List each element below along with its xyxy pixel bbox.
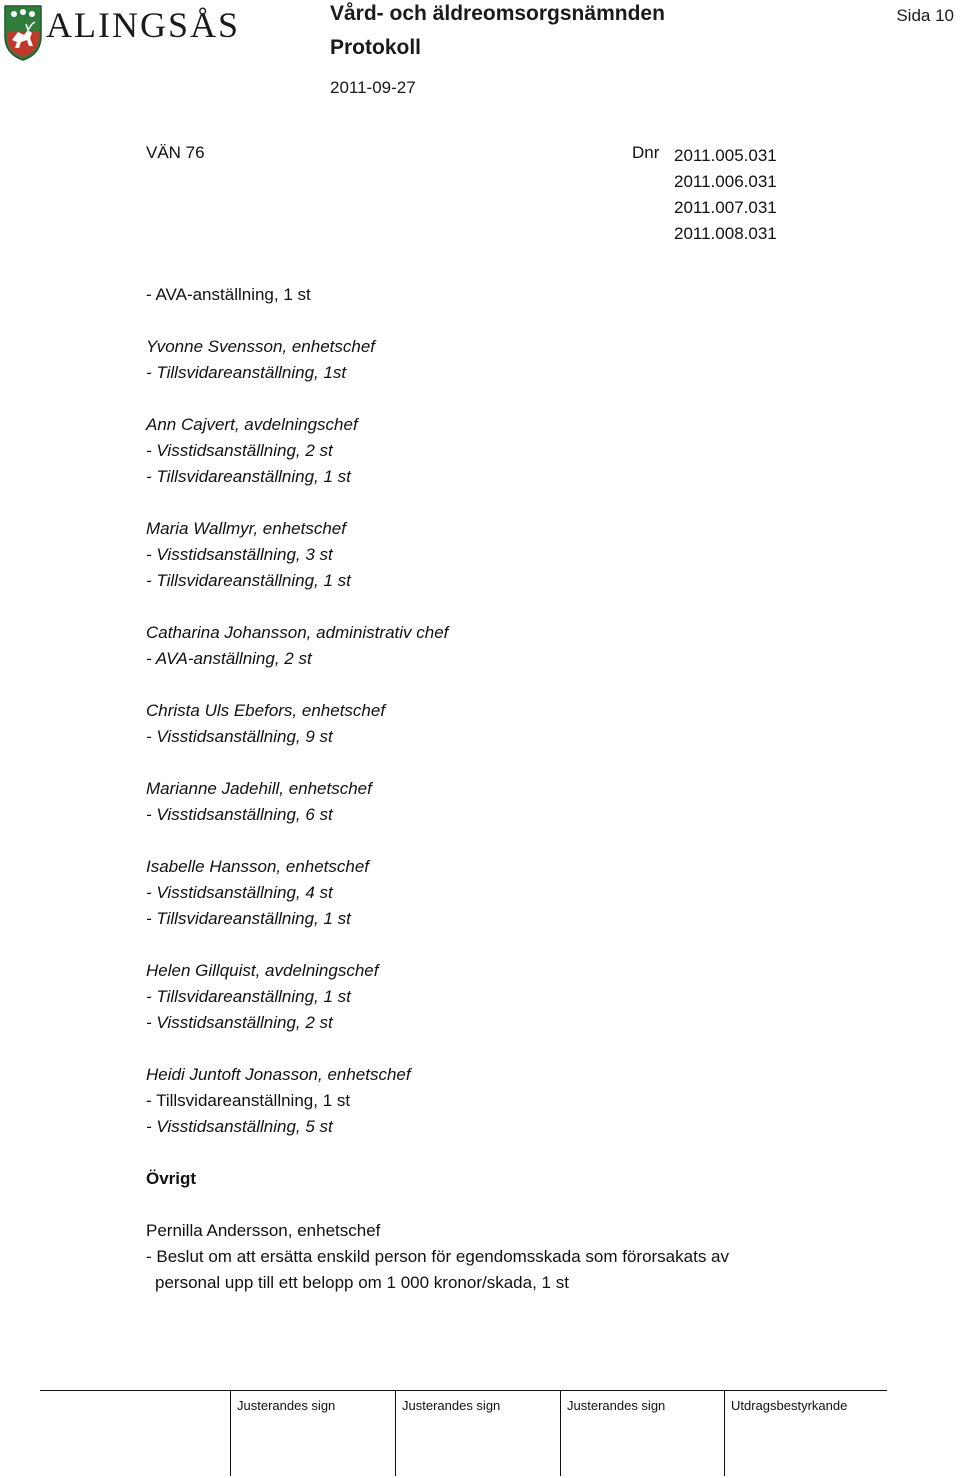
person-name: Catharina Johansson, administrativ chef xyxy=(146,623,449,642)
person-name: Marianne Jadehill, enhetschef xyxy=(146,779,372,798)
list-item: - Visstidsanställning, 9 st xyxy=(146,727,333,746)
list-item: - Visstidsanställning, 3 st xyxy=(146,545,333,564)
signature-label: Justerandes sign xyxy=(237,1398,336,1413)
person-name: Ann Cajvert, avdelningschef xyxy=(146,415,358,434)
list-item: - Visstidsanställning, 4 st xyxy=(146,883,333,902)
person-name: Helen Gillquist, avdelningschef xyxy=(146,961,379,980)
person-name: Isabelle Hansson, enhetschef xyxy=(146,857,370,876)
list-item: - Tillsvidareanställning, 1 st xyxy=(146,909,351,928)
footer-divider xyxy=(560,1390,561,1476)
dnr-label: Dnr xyxy=(632,143,660,162)
footer-divider xyxy=(395,1390,396,1476)
dnr-value: 2011.007.031 xyxy=(674,198,777,217)
page-number: Sida 10 xyxy=(896,6,954,25)
footer-rule xyxy=(40,1390,887,1391)
list-item-continuation: personal upp till ett belopp om 1 000 kronor/skada, 1 st xyxy=(155,1273,569,1292)
document-body xyxy=(146,282,729,1296)
dnr-value: 2011.005.031 xyxy=(674,146,777,165)
document-type: Protokoll xyxy=(330,36,422,59)
person-name: Heidi Juntoft Jonasson, enhetschef xyxy=(146,1065,411,1084)
coat-of-arms-icon xyxy=(2,2,44,62)
list-item: - Tillsvidareanställning, 1 st xyxy=(146,571,351,590)
list-item: - Visstidsanställning, 6 st xyxy=(146,805,333,824)
certification-label: Utdragsbestyrkande xyxy=(731,1398,848,1413)
committee-title: Vård- och äldreomsorgsnämnden xyxy=(330,2,665,25)
person-name: Maria Wallmyr, enhetschef xyxy=(146,519,346,538)
logo-wordmark: ALINGSÅS xyxy=(46,5,241,45)
dnr-value: 2011.006.031 xyxy=(674,172,777,191)
signature-label: Justerandes sign xyxy=(567,1398,666,1413)
person-name: Christa Uls Ebefors, enhetschef xyxy=(146,701,386,720)
municipality-logo xyxy=(0,0,260,64)
list-item: - AVA-anställning, 2 st xyxy=(146,649,312,668)
signature-label: Justerandes sign xyxy=(402,1398,501,1413)
meeting-date: 2011-09-27 xyxy=(330,78,416,97)
list-item: - Tillsvidareanställning, 1 st xyxy=(146,1091,351,1110)
list-item: - Tillsvidareanställning, 1st xyxy=(146,363,347,382)
list-item: - Visstidsanställning, 2 st xyxy=(146,441,333,460)
dnr-value: 2011.008.031 xyxy=(674,224,777,243)
section-heading: Övrigt xyxy=(146,1169,197,1188)
intro-line: - AVA-anställning, 1 st xyxy=(146,285,311,304)
person-name: Pernilla Andersson, enhetschef xyxy=(146,1221,381,1240)
list-item: - Tillsvidareanställning, 1 st xyxy=(146,987,351,1006)
list-item: - Beslut om att ersätta enskild person för egendomsskada som förorsakats av xyxy=(146,1247,729,1266)
dnr-list xyxy=(674,143,777,247)
person-name: Yvonne Svensson, enhetschef xyxy=(146,337,376,356)
footer-divider xyxy=(724,1390,725,1476)
case-number: VÄN 76 xyxy=(146,143,205,162)
list-item: - Visstidsanställning, 5 st xyxy=(146,1117,333,1136)
list-item: - Tillsvidareanställning, 1 st xyxy=(146,467,351,486)
list-item: - Visstidsanställning, 2 st xyxy=(146,1013,333,1032)
footer-divider xyxy=(230,1390,231,1476)
